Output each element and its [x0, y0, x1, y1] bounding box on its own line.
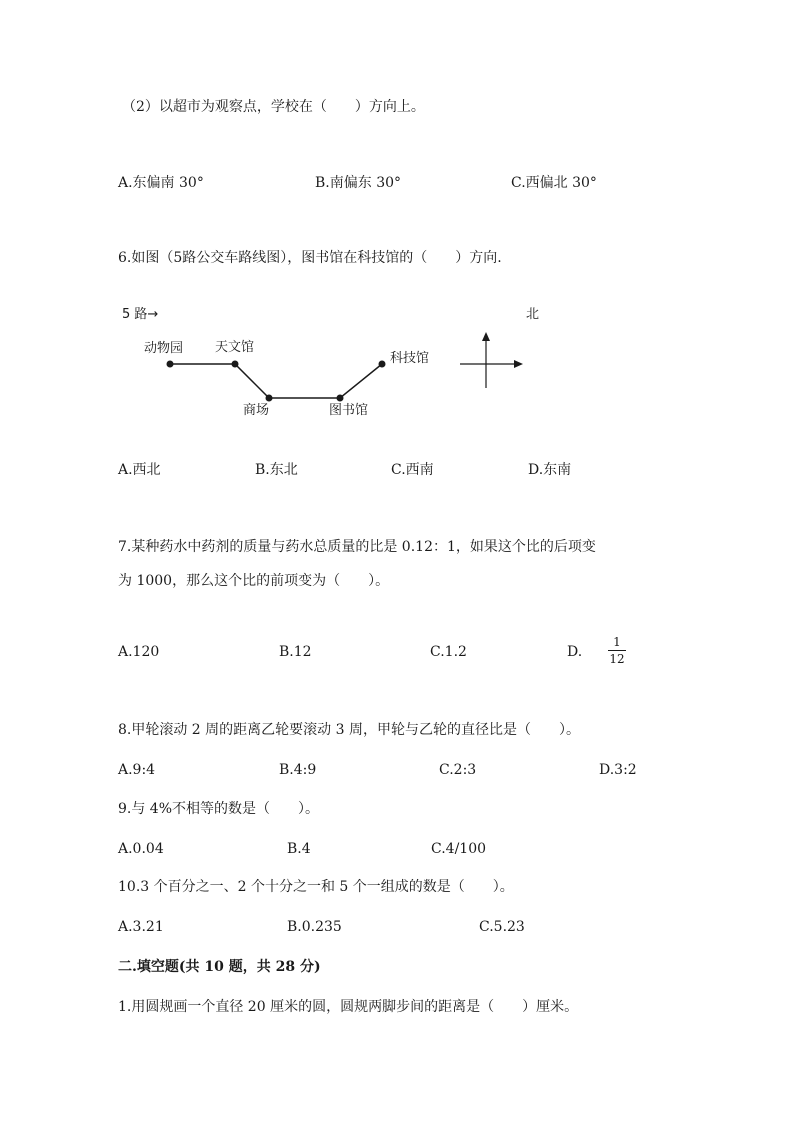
q8-option-b: B.4:9: [279, 762, 317, 778]
stop-planetarium-dot: [232, 361, 239, 368]
q8-option-d: D.3:2: [599, 762, 637, 778]
q6-option-a: A.西北: [118, 462, 161, 478]
stop-mall-dot: [266, 395, 273, 402]
q5-2-option-c: C.西偏北 30°: [511, 175, 597, 191]
route-line: [170, 364, 382, 398]
stop-library-dot: [337, 395, 344, 402]
q8-option-c: C.2:3: [439, 762, 477, 778]
q10-option-a: A.3.21: [118, 919, 164, 935]
stop-library-label: 图书馆: [329, 403, 369, 418]
q10-option-c: C.5.23: [479, 919, 525, 935]
q9-option-a: A.0.04: [118, 841, 164, 857]
question-7-stem-line2: 为 1000，那么这个比的前项变为（ ）。: [118, 573, 390, 589]
stop-zoo-label: 动物园: [144, 341, 184, 356]
q7-option-a: A.120: [118, 644, 160, 660]
section-2-question-1: 1.用圆规画一个直径 20 厘米的圆，圆规两脚步间的距离是（ ）厘米。: [118, 999, 579, 1015]
north-label: 北: [526, 307, 540, 322]
q7-option-d: D.: [567, 644, 583, 660]
stop-planetarium-label: 天文馆: [215, 340, 255, 355]
compass-icon: [460, 332, 523, 388]
stop-science-museum-dot: [379, 361, 386, 368]
question-5-2-stem: （2）以超市为观察点，学校在（ ）方向上。: [122, 99, 425, 115]
q7-option-c: C.1.2: [430, 644, 467, 660]
stop-zoo-dot: [167, 361, 174, 368]
question-7-stem-line1: 7.某种药水中药剂的质量与药水总质量的比是 0.12：1，如果这个比的后项变: [118, 539, 596, 555]
q8-option-a: A.9:4: [118, 762, 156, 778]
fraction-numerator: 1: [613, 635, 621, 649]
q6-option-d: D.东南: [528, 462, 572, 478]
q5-2-option-b: B.南偏东 30°: [315, 175, 402, 191]
stop-mall-label: 商场: [243, 403, 270, 418]
question-10-stem: 10.3 个百分之一、2 个十分之一和 5 个一组成的数是（ ）。: [118, 879, 514, 895]
q6-option-b: B.东北: [255, 462, 298, 478]
fraction-denominator: 12: [609, 652, 625, 666]
section-2-heading: 二.填空题(共 10 题，共 28 分): [118, 959, 321, 975]
bus-route-map: [118, 300, 558, 430]
question-9-stem: 9.与 4%不相等的数是（ ）。: [118, 801, 320, 817]
question-8-stem: 8.甲轮滚动 2 周的距离乙轮要滚动 3 周，甲轮与乙轮的直径比是（ ）。: [118, 722, 580, 738]
q6-option-c: C.西南: [391, 462, 434, 478]
q5-2-option-a: A.东偏南 30°: [118, 175, 204, 191]
stop-science-museum-label: 科技馆: [390, 351, 430, 366]
q9-option-c: C.4/100: [431, 841, 487, 857]
q10-option-b: B.0.235: [287, 919, 342, 935]
q7-option-d-fraction: [608, 636, 626, 665]
route-label: 5 路→: [122, 307, 159, 322]
question-6-stem: 6.如图（5路公交车路线图），图书馆在科技馆的（ ）方向.: [118, 250, 502, 266]
q7-option-b: B.12: [279, 644, 312, 660]
q9-option-b: B.4: [287, 841, 311, 857]
